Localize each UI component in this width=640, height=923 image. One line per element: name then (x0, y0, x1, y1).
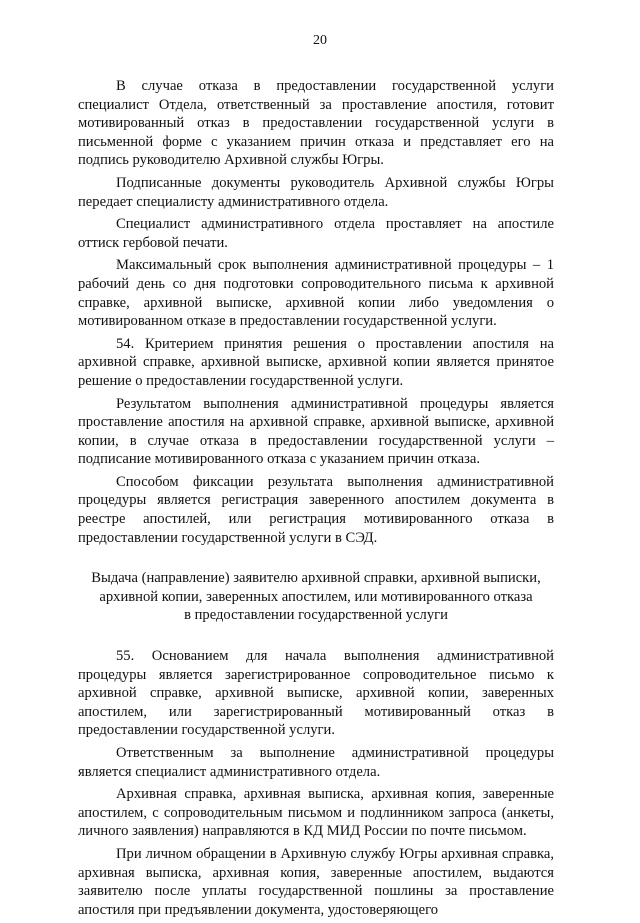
section-heading (78, 569, 554, 625)
paragraph-signed-documents: Подписанные документы руководитель Архивной службы Югры передает специалисту административного отдела. (78, 174, 554, 210)
paragraph-refusal: В случае отказа в предоставлении государственной услуги специалист Отдела, ответственный за проставление апостиля, готовит мотивированный отказ в предоставлении государственной услуги в письменной форме с указанием причин отказа и представляет его на подпись руководителю Архивной службы Югры. (78, 78, 554, 169)
paragraph-result: Результатом выполнения административной процедуры является проставление апостиля на архивной справке, архивной выписке, архивной копии, в случае отказа в предоставлении государственной услуги – подписание мотивированного отказа с указанием причин отказа. (78, 395, 554, 468)
paragraph-mailing: Архивная справка, архивная выписка, архивная копия, заверенные апостилем, с сопроводительным письмом и подлинником запроса (анкеты, личного заявления) направляются в КД МИД России по почте письмом. (78, 786, 554, 840)
section-heading-line: Выдача (направление) заявителю архивной справки, архивной выписки, (91, 570, 541, 587)
section-heading-line: в предоставлении государственной услуги (184, 607, 448, 624)
paragraph-54-criterion: 54. Критерием принятия решения о проставлении апостиля на архивной справке, архивной выписке, архивной копии является принятое решение о предоставлении государственной услуги. (78, 335, 554, 389)
document-body (78, 77, 554, 923)
paragraph-55-basis: 55. Основанием для начала выполнения административной процедуры является зарегистрированное сопроводительное письмо к архивной справке, архивной выписке, архивной копии, заверенных апостилем, или зарегистрированный мотивированный отказ в предоставлении государственной услуги. (78, 648, 554, 739)
paragraph-responsible: Ответственным за выполнение административной процедуры является специалист административного отдела. (78, 745, 554, 780)
section-heading-line: архивной копии, заверенных апостилем, или мотивированного отказа (99, 588, 533, 605)
paragraph-personal-visit: При личном обращении в Архивную службу Югры архивная справка, архивная выписка, архивная копия, заверенные апостилем, выдаются заявителю после уплаты государственной пошлины за проставление апостиля при предъявлении документа, удостоверяющего (78, 845, 554, 918)
paragraph-seal: Специалист административного отдела проставляет на апостиле оттиск гербовой печати. (78, 216, 554, 251)
page-number: 20 (313, 33, 327, 48)
paragraph-max-term: Максимальный срок выполнения административной процедуры – 1 рабочий день со дня подготовки сопроводительного письма к архивной справке, архивной выписке, архивной копии либо уведомления о мотивированном отказе в предоставлении государственной услуги. (78, 257, 554, 330)
paragraph-fixation: Способом фиксации результата выполнения административной процедуры является регистрация заверенного апостилем документа в реестре апостилей, или регистрация мотивированного отказа в предоставлении государственной услуги в СЭД. (78, 473, 554, 546)
